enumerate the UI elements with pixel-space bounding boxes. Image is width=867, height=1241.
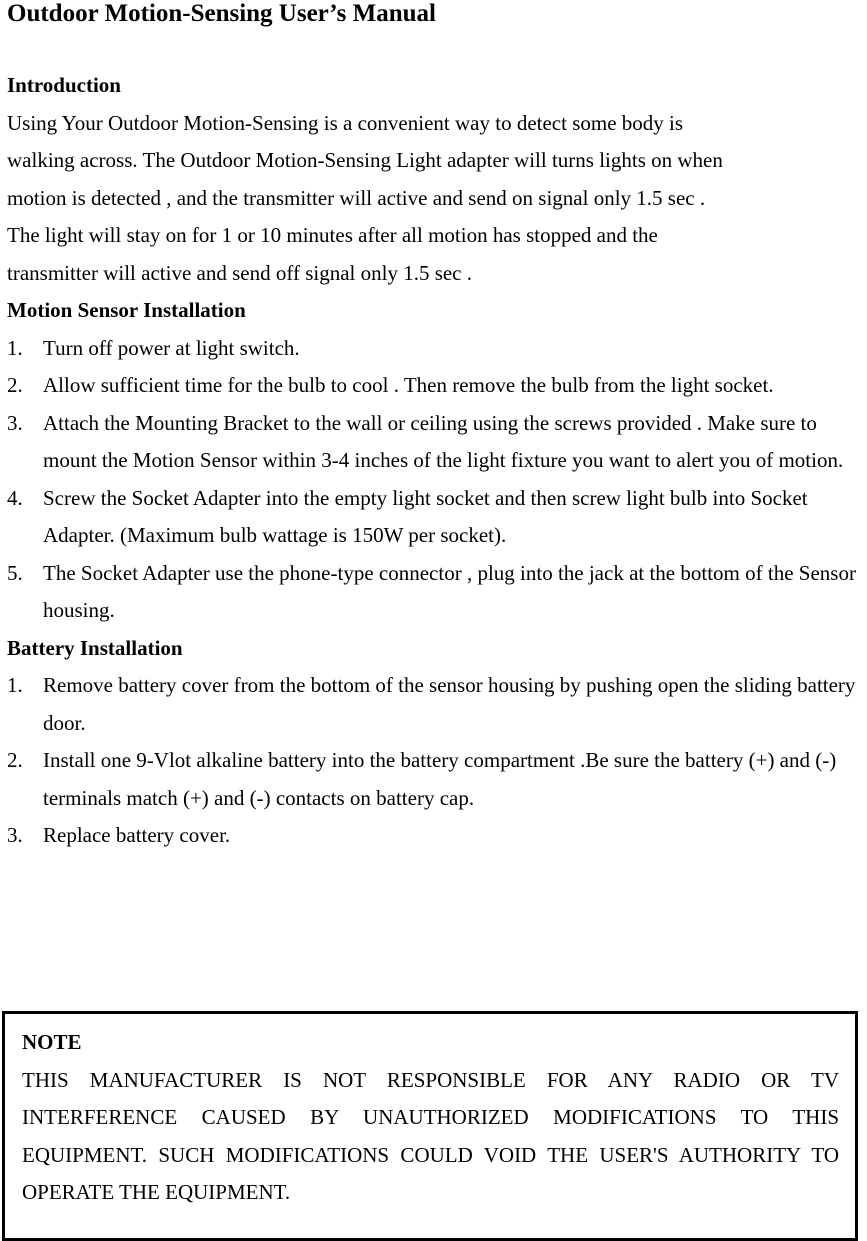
intro-line: The light will stay on for 1 or 10 minutes after all motion has stopped and the: [7, 223, 658, 247]
list-item: [7, 405, 859, 480]
list-item: [7, 555, 859, 630]
step-number: 2.: [7, 748, 23, 772]
step-text: Turn off power at light switch.: [43, 335, 300, 360]
step-number: 1.: [7, 673, 23, 697]
note-text: THIS MANUFACTURER IS NOT RESPONSIBLE FOR ANY RADIO OR TV INTERFERENCE CAUSED BY UNAUTHORIZED MODIFICATIONS TO THIS EQUIPMENT. SUCH MODIFICATIONS COULD VOID THE USER'S AUTHORITY TO OPERATE THE EQUIPMENT.: [22, 1067, 839, 1204]
document-title: Outdoor Motion-Sensing User’s Manual: [7, 0, 436, 27]
battery-steps: [7, 667, 859, 855]
step-number: 5.: [7, 560, 23, 585]
introduction-heading: Introduction: [7, 73, 121, 97]
intro-line: walking across. The Outdoor Motion-Sensing Light adapter will turns lights on when: [7, 148, 723, 172]
list-item: [7, 330, 859, 368]
motion-sensor-installation-heading: Motion Sensor Installation: [7, 298, 246, 322]
intro-line: transmitter will active and send off signal only 1.5 sec .: [7, 260, 473, 285]
step-text: Install one 9-Vlot alkaline battery into the battery compartment .Be sure the battery (+) and (-) terminals match (+) and (-) contacts on battery cap.: [43, 748, 837, 810]
list-item: [7, 817, 859, 855]
note-heading: NOTE: [22, 1030, 82, 1054]
battery-installation-heading: Battery Installation: [7, 635, 183, 660]
step-number: 2.: [7, 373, 23, 397]
step-text: Remove battery cover from the bottom of the sensor housing by pushing open the sliding battery door.: [43, 673, 856, 735]
step-text: Attach the Mounting Bracket to the wall or ceiling using the screws provided . Make sure to mount the Motion Sensor within 3-4 inches of the light fixture you want to alert you of motion.: [43, 410, 844, 472]
motion-sensor-steps: [7, 330, 859, 630]
step-number: 1.: [7, 335, 23, 360]
step-number: 3.: [7, 410, 23, 435]
note-box: [2, 1011, 858, 1241]
introduction-paragraph: [7, 105, 859, 293]
step-text: The Socket Adapter use the phone-type connector , plug into the jack at the bottom of the Sensor housing.: [43, 560, 856, 622]
list-item: [7, 480, 859, 555]
manual-body: [7, 67, 859, 855]
step-text: Screw the Socket Adapter into the empty light socket and then screw light bulb into Socket Adapter. (Maximum bulb wattage is 150W per socket).: [43, 485, 808, 547]
intro-line: motion is detected , and the transmitter will active and send on signal only 1.5 sec .: [7, 185, 706, 210]
step-text: Allow sufficient time for the bulb to cool . Then remove the bulb from the light socket.: [43, 373, 774, 397]
list-item: [7, 667, 859, 742]
list-item: [7, 742, 859, 817]
intro-line: Using Your Outdoor Motion-Sensing is a convenient way to detect some body is: [7, 110, 684, 135]
list-item: [7, 367, 859, 405]
step-text: Replace battery cover.: [43, 823, 231, 847]
step-number: 3.: [7, 823, 23, 847]
step-number: 4.: [7, 485, 23, 510]
